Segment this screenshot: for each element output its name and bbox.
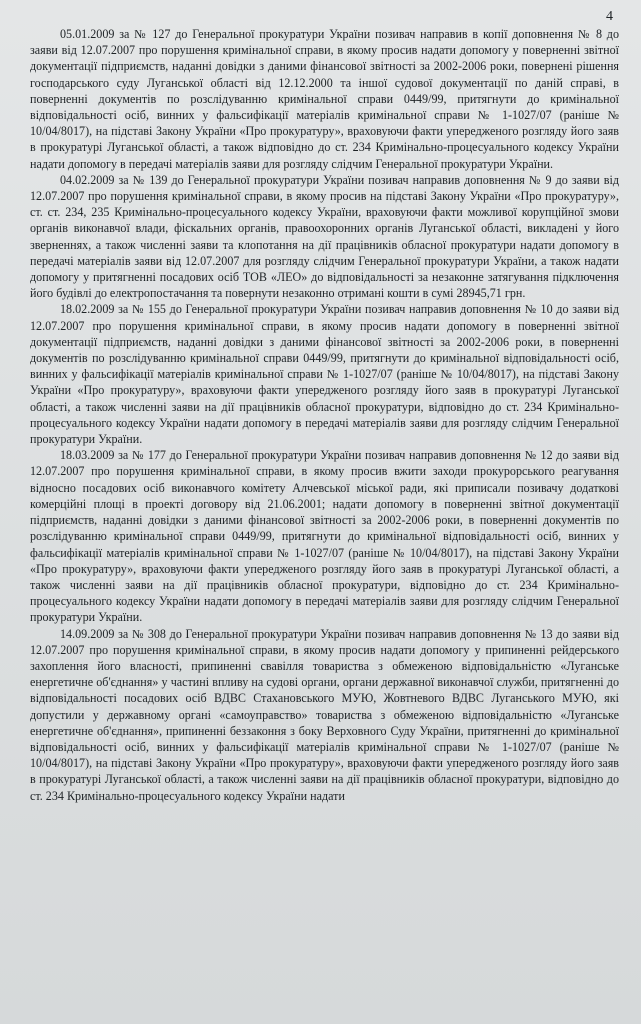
document-body [30, 12, 619, 804]
page-number: 4 [606, 9, 613, 24]
paragraph-2: 04.02.2009 за № 139 до Генеральної прокуратури України позивач направив доповнення № 9 до заяви від 12.07.2007 про порушення кримінальної справи, в якому просив на підставі Закону України «Про прокуратуру», ст. ст. 234, 235 Кримінально-процесуального кодексу України, враховуючи факти можливої корупційної змови органів виконавчої влади, фіскальних органів, правоохоронних органів Луганської області, викладені у його зверненнях, а також численні заяви та клопотання на дії працівників обласної прокуратури надати допомогу в передачі матеріалів заяви від 12.07.2007 для розгляду слідчим Генеральної прокуратури України, а також надати допомогу у притягненні посадових осіб ТОВ «ЛЕО» до відповідальності за незаконне затягування підключення його будівлі до електропостачання та повернути незаконно отримані кошти в сумі 28945,71 грн. [30, 172, 619, 301]
paragraph-3: 18.02.2009 за № 155 до Генеральної прокуратури України позивач направив доповнення № 10 до заяви від 12.07.2007 про порушення кримінальної справи, в якому просив надати допомогу в поверненні звітної документації підприємств, наданні довідки з даними фінансової звітності за 2002-2006 роки, в поверненні документів по розслідуванню кримінальної справи 0449/99, притягнути до кримінальної відповідальності осіб, винних у фальсифікації матеріалів кримінальної справи № 1-1027/07 (раніше № 10/04/8017), на підставі Закону України «Про прокуратуру», враховуючи факти упередженого розгляду його заяв в прокуратурі Луганської області, а також численні заяви на дії працівників обласної прокуратури, відповідно до ст. 234 Кримінально-процесуального кодексу України надати допомогу в передачі матеріалів заяви для розгляду слідчим Генеральної прокуратури України. [30, 302, 619, 447]
paragraph-4: 18.03.2009 за № 177 до Генеральної прокуратури України позивач направив доповнення № 12 до заяви від 12.07.2007 про порушення кримінальної справи, в якому просив вжити заходи прокурорського реагування відносно посадових осіб виконавчого комітету Алчевської міської ради, які приписали позивачу додаткові комерційні площі в проекті договору від 21.06.2001; надати допомогу в поверненні звітної документації підприємств, наданні довідки з даними фінансової звітності за 2002-2006 роки, в поверненні документів по розслідуванню кримінальної справи 0449/99, притягнути до кримінальної відповідальності осіб, винних у фальсифікації матеріалів кримінальної справи № 1-1027/07 (раніше № 10/04/8017), на підставі Закону України «Про прокуратуру», враховуючи факти упередженого розгляду його заяв в прокуратурі Луганської області, а також численні заяви на дії працівників обласної прокуратури, відповідно до ст. 234 Кримінально-процесуального кодексу України надати допомогу в передачі матеріалів заяви для розгляду слідчим Генеральної прокуратури України. [30, 448, 619, 625]
paragraph-5: 14.09.2009 за № 308 до Генеральної прокуратури України позивач направив доповнення № 13 до заяви від 12.07.2007 про порушення кримінальної справи, в якому просив надати допомогу у припиненні рейдерського захоплення його власності, припиненні свавілля товариства з обмеженою відповідальністю «Луганське енергетичне об'єднання» у частині впливу на судові органи, органи державної виконавчої служби, притягненні до відповідальності посадових осіб ВДВС Стахановського МУЮ, Жовтневого ВДВС Луганського МУЮ, які допустили у державному органі «самоуправство» товариства з обмеженою відповідальністю «Луганське енергетичне об'єднання», припиненні беззаконня з боку Верховного Суду України, притягненні до кримінальної відповідальності осіб, винних у фальсифікації матеріалів кримінальної справи № 1-1027/07 (раніше № 10/04/8017), на підставі Закону України «Про прокуратуру», враховуючи факти упередженого розгляду його заяв в прокуратурі Луганської області, а також численні заяви на дії працівників обласної прокуратури, відповідно до ст. 234 Кримінально-процесуального кодексу України надати [30, 626, 619, 803]
paragraph-1: 05.01.2009 за № 127 до Генеральної прокуратури України позивач направив в копії доповнення № 8 до заяви від 12.07.2007 про порушення кримінальної справи, в якому просив надати допомогу у поверненні звітної документації підприємств, наданні довідки з даними фінансової звітності за 2002-2006 роки, повернені рішення господарського суду Луганської області від 12.12.2000 та іншої судової документації по даній справі, в поверненні документів по розслідуванню кримінальної справи 0449/99, притягнути до кримінальної відповідальності осіб, винних у фальсифікації матеріалів кримінальної справи № 1-1027/07 (раніше № 10/04/8017), на підставі Закону України «Про прокуратуру», враховуючи факти упередженого розгляду його заяв в прокуратурі Луганської області, а також відповідно до ст. 234 Кримінально-процесуального кодексу України надати допомогу в передачі матеріалів заяви для розгляду слідчим Генеральної прокуратури України. [30, 27, 619, 171]
